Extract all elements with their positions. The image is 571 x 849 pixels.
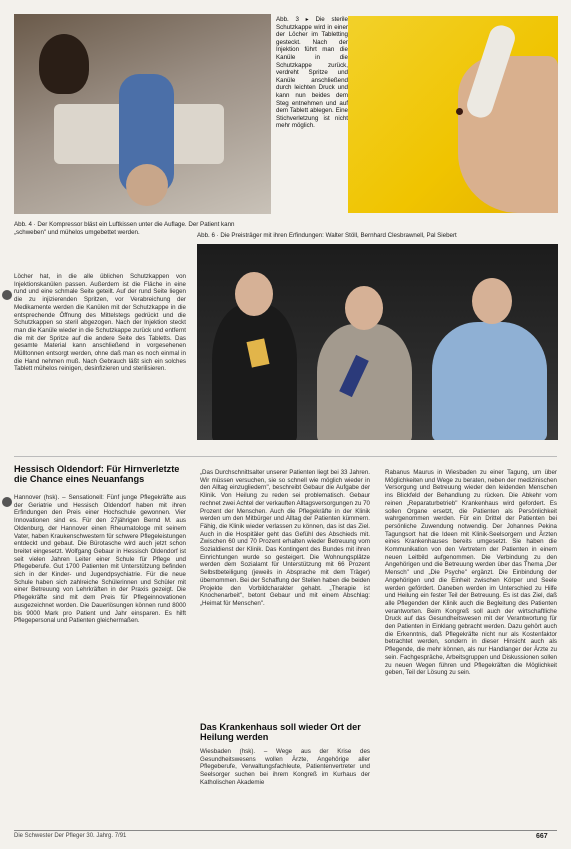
caption-abb4: Abb. 4 · Der Kompressor bläst ein Luftkissen unter die Auflage. Der Patient kann „schweben" und mühelos umgebettet werden. [14, 221, 235, 236]
article-text-right: Rabanus Maurus in Wiesbaden zu einer Tagung, um über Möglichkeiten und Wege zu beraten, neben der medizinischen Versorgung und Betreuung wieder den leidenden Menschen ins Blickfeld der Behandlung zu rücken. Die Abkehr vom reinen „Reparaturbetrieb" Krankenhaus wird gefordert. Es sollen Organe ersetzt, die Patienten als Persönlichkeit wahrgenommen werden. Für ein Drittel der Patienten bei persönliche Zuwendung notwendig. Der Johannes Pekina Tagungsort hat die Ideen mit Klinik-Seelsorgern und Ärzten eines Krankenhauses bereits umgesetzt. Sie haben die Kommunikation von den Vertretern der Patienten in einem neuen Leitbild aufgenommen. Die Verbindung zu den Angehörigen und die Betreuung werden über das Thema „Der Mensch" und „Die Psyche" ergänzt. Die Einbindung der Angehörigen und die Einheit zwischen Körper und Seele werden gefördert. Daneben werden im Unterschied zu Hilfe und Heilung ein fester Teil der Betreuung. Es ist das Ziel, daß alle Pflegenden der Klinik auch die Begleitung des Patienten verantworten. Beim Kongreß soll auch der wirtschaftliche Druck auf das Gesundheitswesen mit der Verantwortung für den Patienten in Einklang gebracht werden. Dazu gehört auch die Erkenntnis, daß Pflegekräfte nicht nur als Kostenfaktor betrachtet werden, sondern in dieser Hinsicht auch als Pflegende, die mehr können, als nur Handlanger der Ärzte zu sein. Fachgespräche, Arbeitsgruppen und Diskussionen sollen zu neuen Wegen führen und Pflegekräften die Möglichkeit geben, Teil der Lösung zu sein. [385, 469, 557, 677]
article-text-intro: Löcher hat, in die alle üblichen Schutzkappen von Injektionskanülen passen. Außerdem ist die Fläche in eine rund und eine schmale Seite geteilt. Auf der rund Seite liegen die zu injizierenden Spritzen, vor Verabreichung der Medikamente werden die Kanülen mit der Schutzkappe in die entsprechende Öffnung des Mittelstegs gedrückt und die Schutzkappen so steril abgezogen. Nach der Injektion steckt man die Kanüle wieder in die Schutzkappe zurück und entfernt die mit der Spritze auf die andere Seite des Tabletts. Das gesamte Material kann anschließend in vorgesehenen Mülltonnen entsorgt werden, ohne daß man es noch einmal in die Hand nehmen muß. Nach Gebrauch läßt sich ein solches Tablett mühelos reinigen, desinfizieren und sterilisieren. [14, 273, 186, 373]
section-divider [14, 456, 557, 457]
caption-abb3: Abb. 3 ▸ Die sterile Schutzkappe wird in einer der Löcher im Tabletting gesteckt. Nach der Injektion führt man die Kanüle in die Schutzkappe zurück, verdreht Spritze und Kanüle anschließend durch leichten Druck und kann nun beides dem Steg entnehmen und auf dem Tablett ablegen. Eine Stichverletzung ist nicht mehr möglich. [276, 16, 348, 130]
photo-figure [39, 34, 89, 94]
punch-hole [2, 497, 12, 507]
photo-syringe-cap [348, 16, 558, 213]
photo-figure [317, 324, 412, 440]
article-text-hessisch: Hannover (hsk). – Sensationell: Fünf junge Pflegekräfte aus der Geriatrie und Hessisch Oldendorf haben mit ihren Erfindungen den Preis einer Hochschule gewonnen. Vier Innovationen sind es. Für den 27jährigen Bernd M. aus Oldenburg, der Hannover einen Rheumatologe mit seinem Vater, haben Kraukenschwestern für schwere Pflegeleistungen entdeckt und gebaut. Die Bürotasche wird auch jetzt schon breitet eingesetzt. Wolfgang Gebaur in Hessisch Oldendorf ist seit vielen Jahren Leiter einer Schule für Pflege und Pflegeberufe. Gut 1700 Patienten mit Unterstützung befinden sich in der Kinder- und Jugendpsychiatrie. Für die neue Schule haben sich zahlreiche Schülerinnen und Schüler mit einer Betreuung von Lehrkräften in der Praxis gezeigt. Die Pflegekräfte sind mit dem Preis für Pflegeinnovationen ausgezeichnet worden. Die Dauerlösungen können rund 8000 bis 9000 Mark pro Patient und Jahr einsparen. Es hilft Pflegepersonal und Patienten gleichermaßen. [14, 494, 186, 625]
headline-krankenhaus: Das Krankenhaus soll wieder Ort der Heilung werden [200, 722, 361, 743]
headline-hessisch-oldendorf: Hessisch Oldendorf: Für Hirnverletzte die Chance eines Neuanfangs [14, 464, 180, 485]
photo-figure [432, 322, 547, 440]
footer-rule [14, 830, 557, 831]
punch-hole [2, 290, 12, 300]
photo-figure [126, 164, 168, 206]
article-paragraph: „Das Durchschnittsalter unserer Patienten liegt bei 33 Jahren. Wir müssen versuchen, sie so schnell wie möglich wieder in den Alltag einzugliedern", beschreibt Gebaur die Aufgabe der Klinik. Von Heilung zu reden sei problematisch. Gebaur rechnet zwei Achtel der verkauften Alltagsversorgungen zu 70 Prozent der Menschen. Auch die Pflegekräfte in der Klinik werden um den Mitbürger und Alltag der Patienten kümmern. Fähig, die Klinik wieder verlassen zu können, das ist das Ziel. Auch in die Hospitäler geht das Gefühl des Abschieds mit. Zwischen 60 und 70 Prozent erhalten wieder Betreuung vom Sozialdienst der Klinik. Das Kontingent des Bundes mit ihren Einrichtungen wurde so gesteigert. Die Wohnungsplätze werden dem Sozialamt für Unterstützung mit 66 Prozent Selbstbeteiligung (jeweils in Absprache mit dem Träger) übernommen. Bei der Schaffung der Stellen haben die beiden Projekte den Vorbildcharakter gehabt. „Therapie ist Knochenarbeit", betont Gebaur und mit einem Abschlag: „Heimat für Menschen". [200, 469, 370, 607]
photo-figure [345, 286, 383, 330]
photo-prize-winners [197, 244, 558, 440]
photo-figure [458, 56, 558, 213]
photo-patient-air-cushion [14, 14, 271, 214]
article-text-mid [200, 469, 370, 608]
footer-journal: Die Schwester Der Pfleger 30. Jahrg. 7/91 [14, 833, 127, 839]
photo-figure [235, 272, 273, 316]
photo-figure [472, 278, 512, 324]
caption-abb6: Abb. 6 · Die Preisträger mit ihren Erfindungen: Walter Stöll, Bernhard Clesbrawnell, Pal Siebert [197, 232, 457, 239]
article-text-krankenhaus: Wiesbaden (hsk). – Wege aus der Krise des Gesundheitswesens wollen Ärzte, Angehörige aller Pflegeberufe, Verwaltungsfachleute, Patientenvertreter und Seelsorger suchen bei ihrem Kongreß im Kurhaus der Katholischen Akademie [200, 748, 370, 786]
page-number: 667 [536, 833, 548, 840]
photo-figure [212, 304, 297, 440]
photo-figure [456, 108, 463, 115]
